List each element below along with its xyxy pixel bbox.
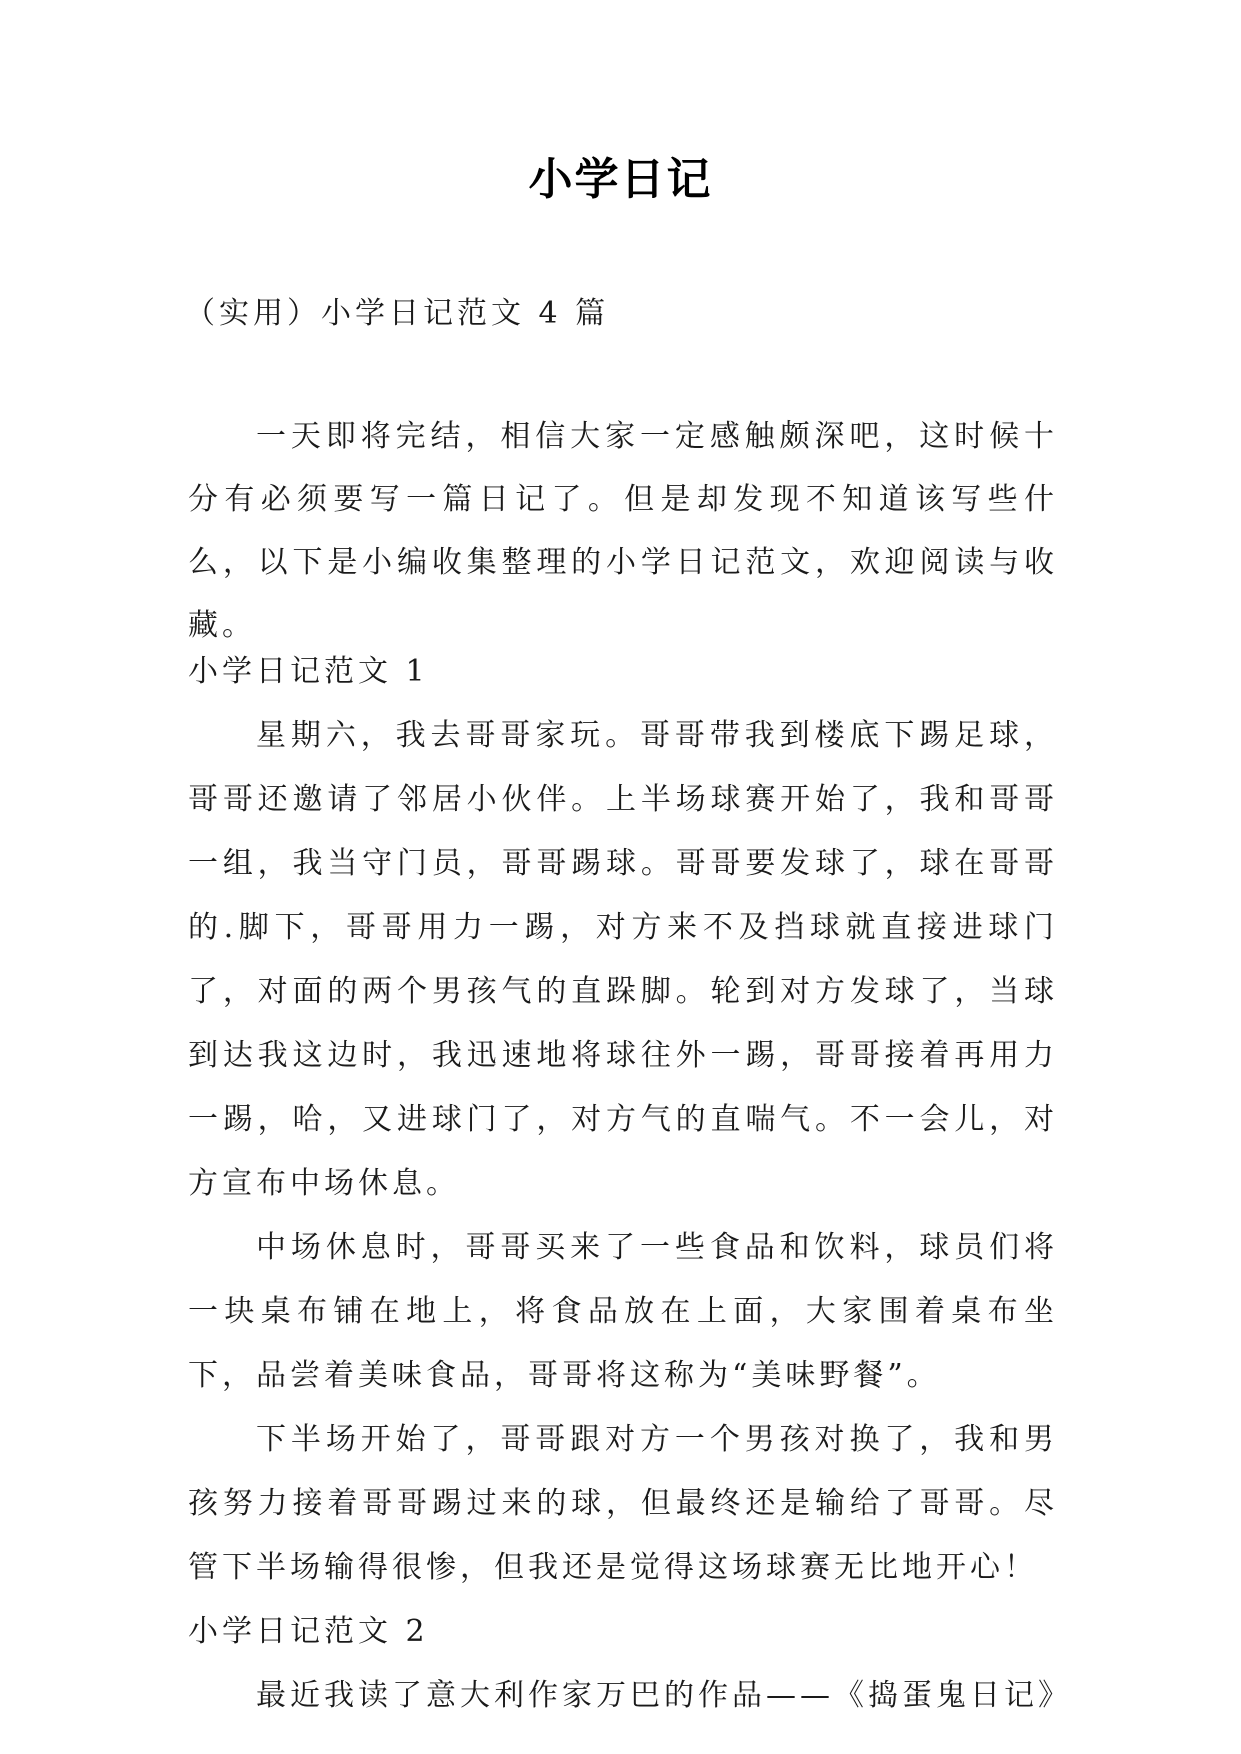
document-title: 小学日记 bbox=[528, 154, 713, 205]
body-paragraph: 下半场开始了，哥哥跟对方一个男孩对换了，我和男孩努力接着哥哥踢过来的球，但最终还是输给了哥哥。尽管下半场输得很惨，但我还是觉得这场球赛无比地开心！ bbox=[188, 1422, 1058, 1585]
body-paragraph: 最近我读了意大利作家万巴的作品——《捣蛋鬼日记》 bbox=[256, 1678, 1072, 1713]
section-heading: 小学日记范文 2 bbox=[188, 1614, 429, 1649]
body-paragraph: 星期六，我去哥哥家玩。哥哥带我到楼底下踢足球，哥哥还邀请了邻居小伙伴。上半场球赛开始了，我和哥哥一组，我当守门员，哥哥踢球。哥哥要发球了，球在哥哥的.脚下，哥哥用力一踢，对方来不及挡球就直接进球门了，对面的两个男孩气的直跺脚。轮到对方发球了，当球到达我这边时，我迅速地将球往外一踢，哥哥接着再用力一踢，哈，又进球门了，对方气的直喘气。不一会儿，对方宣布中场休息。 bbox=[188, 718, 1058, 1201]
document-subtitle: （实用）小学日记范文 4 篇 bbox=[185, 296, 610, 331]
diary-sections bbox=[188, 640, 1072, 1728]
intro-block bbox=[188, 405, 1058, 657]
intro-paragraph: 一天即将完结，相信大家一定感触颇深吧，这时候十分有必须要写一篇日记了。但是却发现不知道该写些什么，以下是小编收集整理的小学日记范文，欢迎阅读与收藏。 bbox=[188, 419, 1058, 643]
body-paragraph: 中场休息时，哥哥买来了一些食品和饮料，球员们将一块桌布铺在地上，将食品放在上面，大家围着桌布坐下，品尝着美味食品，哥哥将这称为“美味野餐”。 bbox=[188, 1230, 1058, 1393]
section-heading: 小学日记范文 1 bbox=[188, 654, 429, 689]
